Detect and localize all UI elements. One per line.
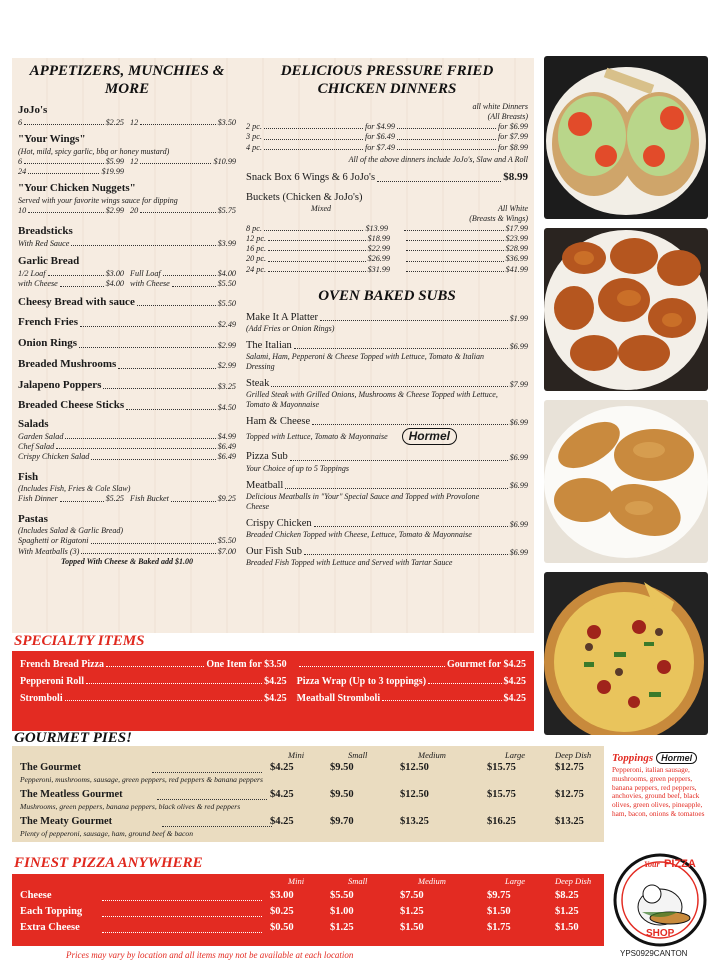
specialty-row: French Bread Pizza One Item for $3.50 (20, 659, 287, 670)
sub-row: Ham & Cheese $6.99 (246, 416, 528, 428)
sub-item (246, 377, 528, 410)
pie-price: $9.50 (330, 789, 354, 800)
menu-item: Breaded Mushrooms $2.99 (18, 357, 236, 371)
sub-description: Delicious Meatballs in "Your" Special Sauce and Topped with Provolone Cheese (246, 491, 480, 511)
pizza-row-name: Extra Cheese (20, 922, 80, 933)
salads-heading: Salads (18, 418, 49, 430)
pizza-price: $7.50 (400, 890, 424, 901)
specialty-row: Pepperoni Roll $4.25 (20, 676, 287, 687)
jojos-prices: 6 $2.25 12 $3.50 (18, 117, 236, 127)
wings-heading: "Your Wings" (18, 133, 86, 145)
pastas-foot: Topped With Cheese & Baked add $1.00 (61, 556, 193, 566)
pizza-price: $1.25 (400, 906, 424, 917)
pie-price: $12.75 (555, 762, 584, 773)
price-leader (102, 916, 262, 917)
pie-price: $13.25 (400, 816, 429, 827)
appetizers-title: APPETIZERS, MUNCHIES & MORE (29, 63, 225, 97)
pizza-price: $9.75 (487, 890, 511, 901)
pie-price: $12.75 (555, 789, 584, 800)
bucket-row: 24 pc. $31.99 $41.99 (246, 264, 529, 274)
sub-item (246, 517, 528, 540)
pie-description: Plenty of pepperoni, sausage, ham, ground beef & bacon (20, 829, 194, 838)
salad-row: Garden Salad $4.99 (18, 431, 236, 441)
nuggets-heading: "Your Chicken Nuggets" (18, 182, 136, 195)
sub-description: Breaded Chicken Topped with Cheese, Lettuce, Tomato & Mayonnaise (246, 529, 472, 539)
pie-name: The Meatless Gourmet (20, 789, 123, 800)
pizza-price: $1.50 (487, 906, 511, 917)
size-header: Deep Dish (555, 876, 592, 886)
pizza-price: $0.50 (270, 922, 294, 933)
size-header: Deep Dish (555, 750, 592, 760)
sub-row: Make It A Platter $1.99 (246, 311, 528, 323)
chicken-title: DELICIOUS PRESSURE FRIED CHICKEN DINNERS (280, 63, 494, 97)
pastas-heading: Pastas (18, 512, 48, 525)
sub-description: Grilled Steak with Grilled Onions, Mushrooms & Cheese Topped with Lettuce, Tomato & Mayonnaise (246, 390, 498, 410)
pie-price: $16.25 (487, 816, 516, 827)
finest-box (12, 874, 604, 946)
pizza-photo (544, 572, 708, 735)
specialty-row: Meatball Stromboli $4.25 (296, 693, 526, 704)
pizza-shop-logo: Your PIZZA SHOP (612, 852, 708, 948)
sub-item (246, 450, 528, 473)
pizza-row-name: Cheese (20, 890, 52, 901)
gourmet-panel (12, 746, 604, 842)
toppings-list: Pepperoni, italian sausage, mushrooms, green peppers, banana peppers, red peppers, anchovies, ground beef, black olives, green olives, pineapple, ham, bacon, onions & tomatoes (612, 765, 705, 818)
price-leader (152, 772, 262, 773)
hormel-logo: Hormel (402, 428, 457, 445)
sub-item (246, 545, 528, 568)
fish-heading: Fish (18, 470, 39, 483)
size-header: Large (505, 750, 525, 760)
snack-box-row: Snack Box 6 Wings & 6 JoJo's $8.99 (246, 170, 528, 184)
finest-title: FINEST PIZZA ANYWHERE (14, 855, 203, 871)
nuggets-note: Served with your favorite wings sauce for dipping (18, 196, 178, 205)
sub-row: The Italian $6.99 (246, 340, 528, 351)
pie-name: The Gourmet (20, 762, 81, 773)
pizza-price: $1.25 (330, 922, 354, 933)
specialty-title: SPECIALTY ITEMS (14, 633, 145, 649)
wings-note: (Hot, mild, spicy garlic, bbq or honey mustard) (18, 146, 170, 156)
specialty-box (12, 651, 534, 731)
pie-price: $13.25 (555, 816, 584, 827)
sub-description: Salami, Ham, Pepperoni & Cheese Topped with Lettuce, Tomato & Italian Dressing (246, 352, 484, 372)
price-leader (157, 799, 267, 800)
size-header: Large (505, 876, 525, 886)
price-leader (102, 900, 262, 901)
menu-item: Breaded Cheese Sticks $4.50 (18, 399, 236, 412)
sub-description: Topped with Lettuce, Tomato & Mayonnaise Hormel (246, 428, 528, 445)
pie-price: $15.75 (487, 789, 516, 800)
dinner-list (246, 122, 528, 153)
pizza-price: $0.25 (270, 906, 294, 917)
sub-row: Meatball $6.99 (246, 479, 528, 491)
pizza-price: $1.00 (330, 906, 354, 917)
bucket-row: 8 pc. $13.99 $17.99 (246, 223, 529, 233)
salad-row: Crispy Chicken Salad $6.49 (18, 452, 236, 462)
fried-chicken-photo (544, 400, 708, 563)
specialty-row: Stromboli $4.25 (20, 693, 287, 704)
footer-note: Prices may vary by location and all items may not be available at each location (66, 950, 354, 960)
pie-description: Pepperoni, mushrooms, sausage, green peppers, red peppers & banana peppers (20, 775, 263, 784)
price-leader (162, 826, 272, 827)
specialty-row: Gourmet for $4.25 (297, 659, 526, 670)
size-header: Small (348, 750, 368, 760)
sub-description: Breaded Fish Topped with Lettuce and Served with Tartar Sauce (246, 557, 453, 567)
hormel-logo: Hormel (656, 752, 697, 764)
sub-item (246, 479, 528, 512)
pie-price: $15.75 (487, 762, 516, 773)
subs-list (246, 311, 528, 568)
sub-description: Your Choice of up to 5 Toppings (246, 463, 349, 473)
pie-price: $4.25 (270, 789, 294, 800)
sub-row: Steak $7.99 (246, 378, 528, 390)
bucket-row: 16 pc. $22.99 $28.99 (246, 244, 529, 254)
fish-note: (Includes Fish, Fries & Cole Slaw) (18, 484, 131, 494)
menu-item: Cheesy Bread with sauce $5.50 (18, 295, 236, 308)
pastas-note: (Includes Salad & Garlic Bread) (18, 526, 124, 536)
dinner-row: 2 pc. for $4.99 for $6.99 (246, 122, 529, 131)
pizza-price: $1.25 (555, 906, 579, 917)
pie-price: $9.70 (330, 816, 354, 827)
salad-row: Chef Salad $6.49 (18, 442, 236, 451)
pie-description: Mushrooms, green peppers, banana peppers, black olives & red peppers (20, 802, 241, 811)
toppings-title: Toppings (612, 752, 654, 764)
pizza-price: $1.50 (400, 922, 424, 933)
sub-row: Our Fish Sub $6.99 (246, 545, 528, 557)
pie-price: $12.50 (400, 789, 429, 800)
subs-title: OVEN BAKED SUBS (318, 287, 456, 304)
menu-item: Onion Rings $2.99 (18, 337, 236, 350)
bucket-row: 12 pc. $18.99 $23.99 (246, 233, 529, 243)
garlic-bread-heading: Garlic Bread (18, 255, 80, 268)
sub-item (246, 415, 528, 445)
pie-price: $12.50 (400, 762, 429, 773)
pizza-price: $3.00 (270, 890, 294, 901)
nuggets-prices: 10 $2.99 20 $5.75 (18, 206, 236, 215)
sub-row: Crispy Chicken $6.99 (246, 517, 528, 529)
size-header: Medium (418, 876, 446, 886)
sub-description: (Add Fries or Onion Rings) (246, 324, 335, 333)
pie-name: The Meaty Gourmet (20, 816, 113, 827)
size-header: Mini (288, 876, 305, 886)
pizza-row-name: Each Topping (20, 906, 83, 917)
pie-price: $9.50 (330, 762, 354, 773)
toppings-box (612, 752, 712, 819)
buckets-heading: Buckets (Chicken & JoJo's) (246, 191, 363, 203)
pie-price: $4.25 (270, 816, 294, 827)
breadsticks-row: With Red Sauce $3.99 (18, 239, 236, 248)
size-header: Mini (288, 750, 305, 760)
menu-item: French Fries $2.49 (18, 316, 236, 329)
wings-prices: 6 $5.99 12 $10.99 (18, 156, 236, 166)
wings-photo (544, 228, 708, 391)
chicken-column: DELICIOUS PRESSURE FRIED CHICKEN DINNERS all white Dinners (All Breasts) 2 pc. for $4.99 for $6.99 3 pc. for $6.49 for $7.99 4 pc. for $7.49 for $8.99 All of the above dinners include JoJo's, Slaw and A Roll Snack Box 6 Wings & 6 JoJo's $8.99 Buckets (Chicken & JoJo's) Mixed All White (Breasts & Wings) 8 pc. $13.99 $17.99 12 pc. $18.99 $23.99 16 pc. $22.99 $28.99 20 pc. $26.99 $36.99 24 pc. $31.99 $41.99 OVEN BAKED SUBS Make It A Platter $1.99 (Add Fries or Onion Rings) The Italian $6.99 Salami, Ham, Pepperoni & Cheese Topped with Lettuce, Tomato & Italian Dressing Steak $7.99 Grilled Steak with Grilled Onions, Mushrooms & Cheese Topped with Lettuce, Tomato & Mayonnaise Ham & Cheese $6.99 Topped with Lettuce, Tomato & Mayonnaise Hormel Pizza Sub $6.99 Your Choice of up to 5 Toppings Meatball $6.99 Delicious Meatballs in "Your" Special Sauce and Topped with Provolone Cheese Crispy Chicken $6.99 Breaded Chicken Topped with Cheese, Lettuce, Tomato & Mayonnaise Our Fish Sub $6.99 Breaded Fish Topped with Lettuce and Served with Tartar Sauce (246, 63, 529, 567)
jojos-heading: JoJo's (18, 104, 48, 116)
gourmet-title: GOURMET PIES! (14, 730, 132, 746)
breadsticks-heading: Breadsticks (18, 225, 73, 238)
dinner-note: All of the above dinners include JoJo's, Slaw and A Roll (348, 154, 528, 164)
specialty-row: Pizza Wrap (Up to 3 toppings) $4.25 (296, 676, 526, 687)
appetizers-column: APPETIZERS, MUNCHIES & MORE JoJo's 6 $2.25 12 $3.50 "Your Wings" (Hot, mild, spicy garlic, bbq or honey mustard) 6 $5.99 12 $10.99 24 $19.99 "Your Chicken Nuggets" Served with your favorite wings sauce for dipping 10 $2.99 20 $5.75 Breadsticks With Red Sauce $3.99 Garlic Bread 1/2 Loaf $3.00 Full Loaf $4.00 with Cheese $4.00 with Cheese $5.50 Cheesy Bread with sauce $5.50 French Fries $2.49 Onion Rings $2.99 Breaded Mushrooms $2.99 Jalapeno Poppers $3.25 Breaded Cheese Sticks $4.50 Salads Garden Salad $4.99 Chef Salad $6.49 Crispy Chicken Salad $6.49 Fish (Includes Fish, Fries & Cole Slaw) Fish Dinner $5.25 Fish Bucket $9.25 Pastas (Includes Salad & Garlic Bread) Spaghetti or Rigatoni $5.50 With Meatballs (3) $7.00 Topped With Cheese & Baked add $1.00 (18, 63, 236, 566)
dinner-row: 4 pc. for $7.49 for $8.99 (246, 142, 529, 152)
pizza-price: $1.75 (487, 922, 511, 933)
bucket-row: 20 pc. $26.99 $36.99 (246, 254, 529, 264)
location-code: YPS0929CANTON (620, 949, 688, 958)
pizza-price: $5.50 (330, 890, 354, 901)
pizza-price: $8.25 (555, 890, 579, 901)
price-leader (102, 932, 262, 933)
dinner-row: 3 pc. for $6.49 for $7.99 (246, 132, 529, 142)
size-header: Medium (418, 750, 446, 760)
size-header: Small (348, 876, 368, 886)
sub-sandwich-photo (544, 56, 708, 219)
sub-item (246, 311, 528, 334)
pizza-price: $1.50 (555, 922, 579, 933)
pie-price: $4.25 (270, 762, 294, 773)
menu-item: Jalapeno Poppers $3.25 (18, 378, 236, 391)
bucket-list (246, 224, 528, 275)
sub-item (246, 339, 528, 372)
sub-row: Pizza Sub $6.99 (246, 451, 528, 463)
